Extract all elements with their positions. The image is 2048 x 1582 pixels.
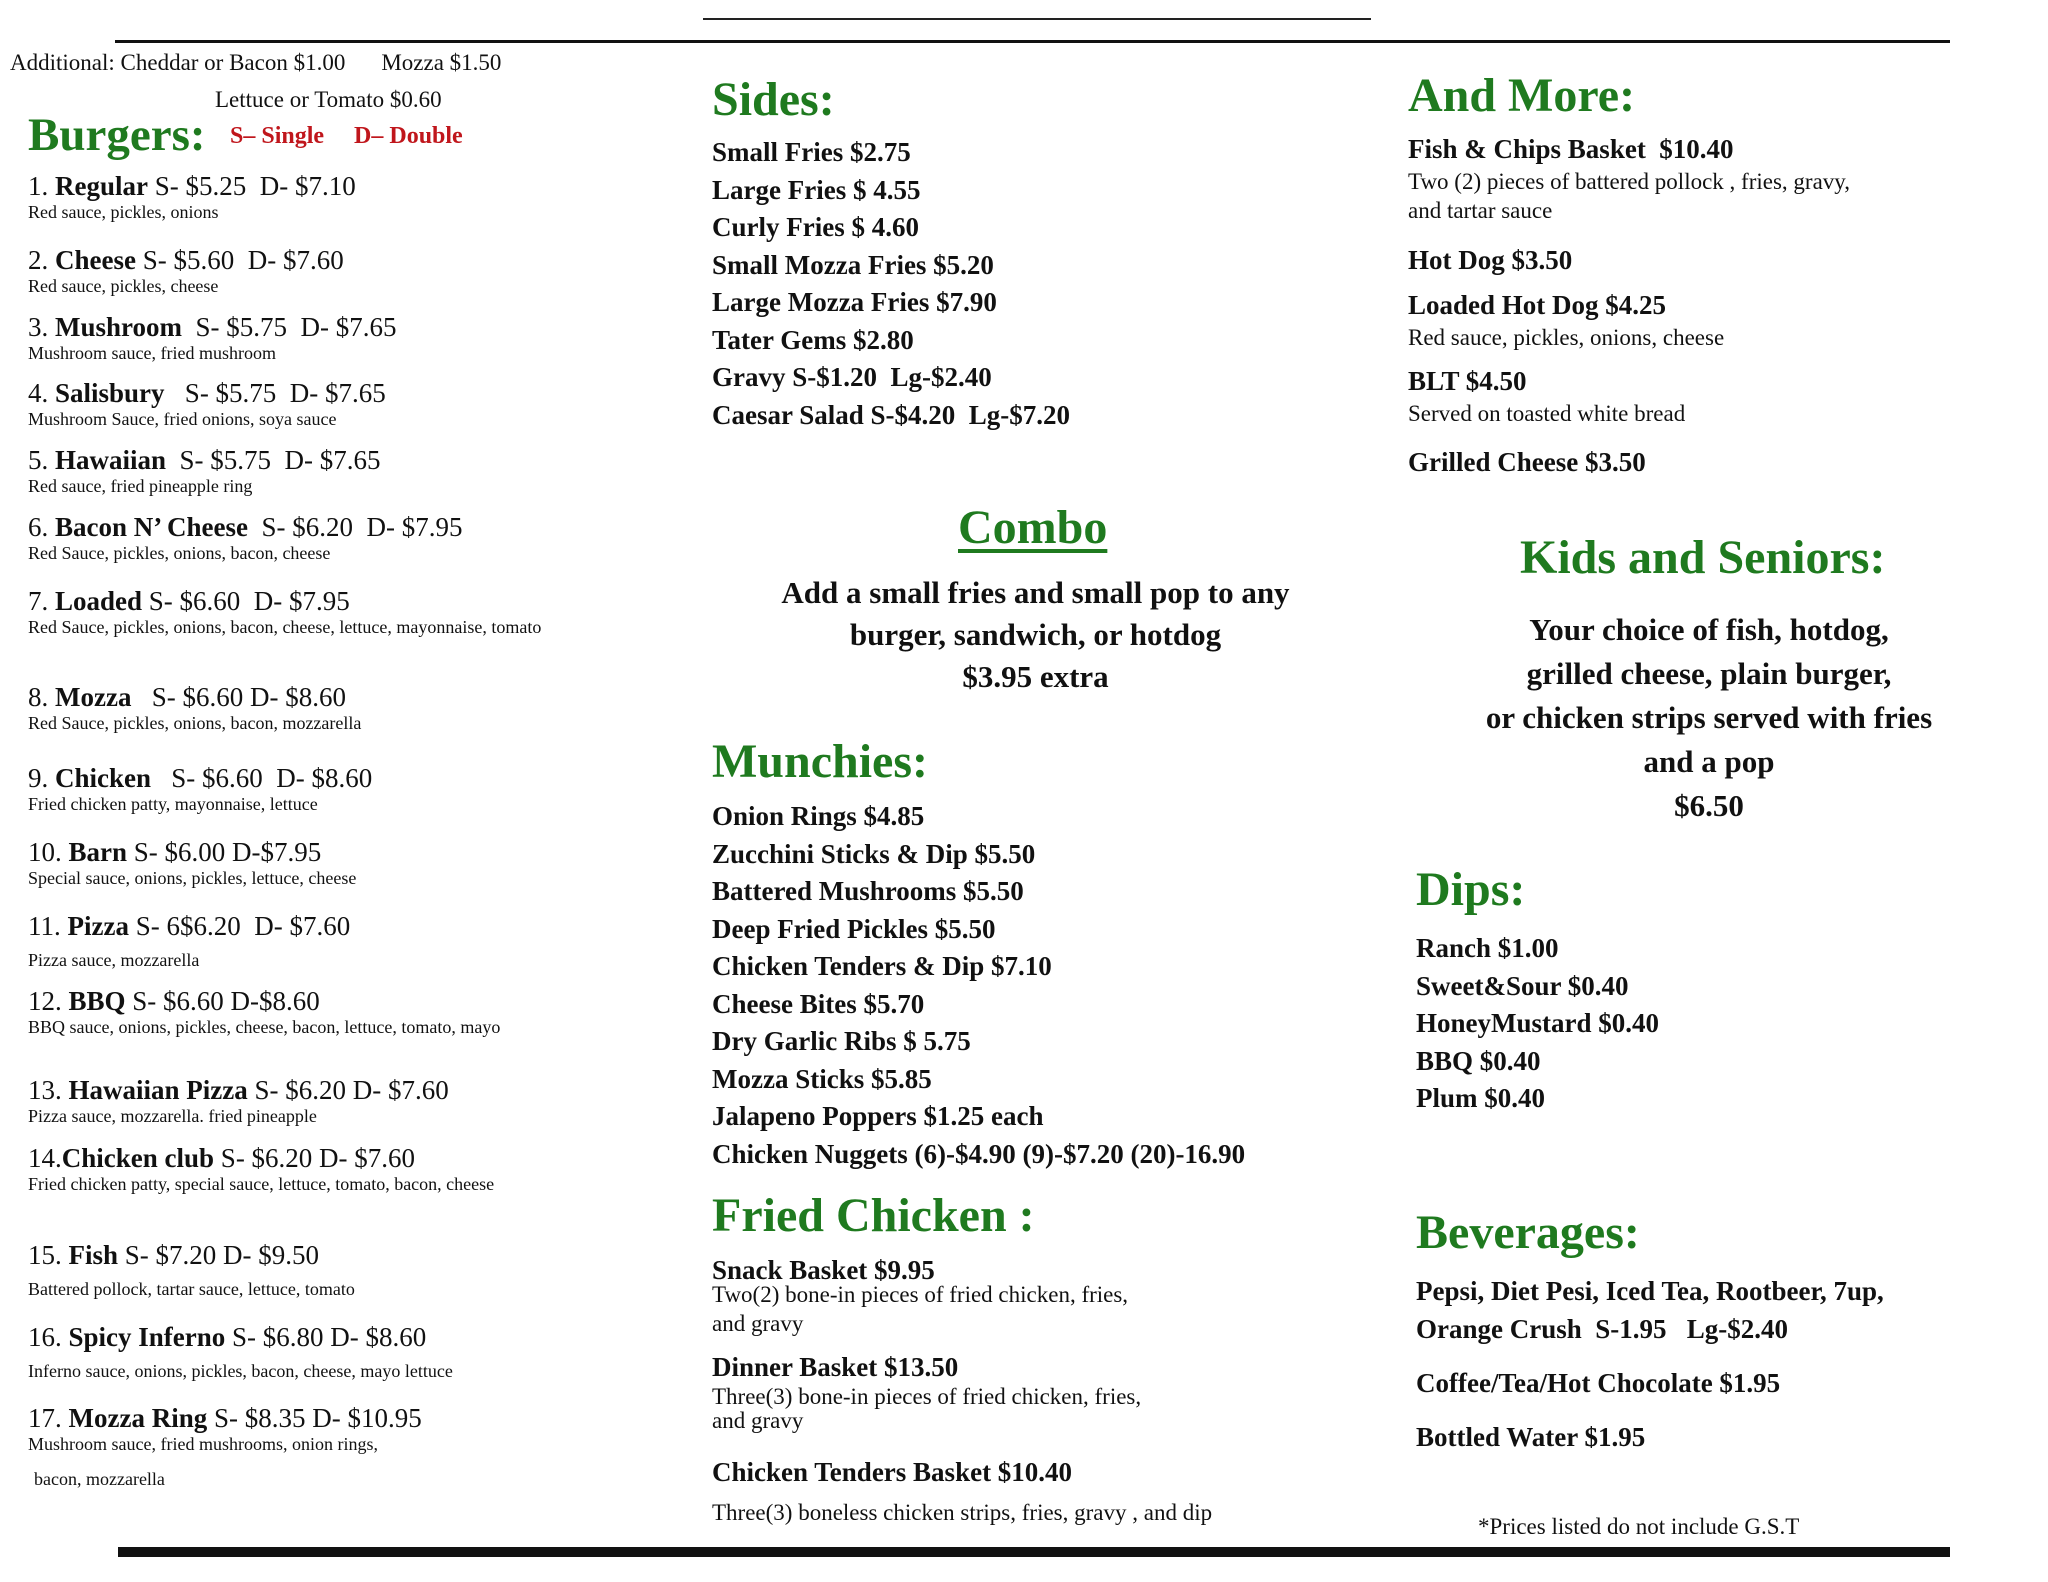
burger-item: 13. Hawaiian Pizza S- $6.20 D- $7.60 Pizza sauce, mozzarella. fried pineapple bbox=[28, 1075, 449, 1126]
list-item: Plum $0.40 bbox=[1416, 1083, 1546, 1113]
fried-chicken-item: Dinner Basket $13.50 Three(3) bone-in pieces of fried chicken, fries, and gravy bbox=[712, 1352, 1142, 1433]
burger-item: 14.Chicken club S- $6.20 D- $7.60 Fried chicken patty, special sauce, lettuce, tomato, bacon, cheese bbox=[28, 1143, 495, 1194]
list-item: Ranch $1.00 bbox=[1416, 933, 1559, 963]
single-key: S– Single bbox=[230, 123, 325, 149]
dips-heading: Dips: bbox=[1416, 863, 1526, 916]
gst-footnote: *Prices listed do not include G.S.T bbox=[1478, 1514, 1800, 1539]
list-item: Sweet&Sour $0.40 bbox=[1416, 970, 1629, 1001]
list-item: Large Mozza Fries $7.90 bbox=[712, 287, 997, 317]
and-more-item: Hot Dog $3.50 bbox=[1408, 245, 1573, 275]
sides-list bbox=[712, 134, 1070, 434]
and-more-item: Grilled Cheese $3.50 bbox=[1408, 447, 1646, 477]
additional-toppings-2: Lettuce or Tomato $0.60 bbox=[215, 87, 442, 112]
and-more-item: BLT $4.50 Served on toasted white bread bbox=[1408, 366, 1686, 426]
kids-seniors-description: Your choice of fish, hotdog, grilled cheese, plain burger, or chicken strips served with fries and a pop $6.50 bbox=[1485, 612, 1933, 823]
list-item: Gravy S-$1.20 Lg-$2.40 bbox=[712, 362, 992, 392]
munchies-heading: Munchies: bbox=[712, 735, 928, 788]
and-more-heading: And More: bbox=[1408, 69, 1636, 122]
list-item: Cheese Bites $5.70 bbox=[712, 988, 925, 1019]
burger-item: 15. Fish S- $7.20 D- $9.50 Battered pollock, tartar sauce, lettuce, tomato bbox=[28, 1240, 355, 1299]
combo-heading: Combo bbox=[958, 501, 1108, 554]
burger-item: 8. Mozza S- $6.60 D- $8.60 Red Sauce, pickles, onions, bacon, mozzarella bbox=[28, 682, 362, 733]
and-more-item: Loaded Hot Dog $4.25 Red sauce, pickles, onions, cheese bbox=[1408, 290, 1725, 350]
double-key: D– Double bbox=[354, 123, 463, 149]
list-item: Jalapeno Poppers $1.25 each bbox=[712, 1101, 1044, 1131]
list-item: Chicken Nuggets (6)-$4.90 (9)-$7.20 (20)-16.90 bbox=[712, 1138, 1246, 1169]
fried-chicken-item: Chicken Tenders Basket $10.40 Three(3) boneless chicken strips, fries, gravy , and dip bbox=[712, 1457, 1213, 1525]
fried-chicken-item: Snack Basket $9.95 Two(2) bone-in pieces of fried chicken, fries, and gravy bbox=[712, 1255, 1129, 1336]
list-item: Mozza Sticks $5.85 bbox=[712, 1063, 932, 1094]
list-item: Chicken Tenders & Dip $7.10 bbox=[712, 951, 1052, 981]
combo-description: Add a small fries and small pop to any burger, sandwich, or hotdog $3.95 extra bbox=[781, 575, 1290, 694]
burger-item: 6. Bacon N’ Cheese S- $6.20 D- $7.95 Red Sauce, pickles, onions, bacon, cheese bbox=[28, 512, 463, 563]
list-item: BBQ $0.40 bbox=[1416, 1045, 1541, 1076]
burger-item: 1. Regular S- $5.25 D- $7.10 Red sauce, pickles, onions bbox=[28, 171, 356, 222]
additional-toppings: Additional: Cheddar or Bacon $1.00 Mozza $1.50 bbox=[10, 50, 502, 75]
sides-heading: Sides: bbox=[712, 73, 835, 126]
list-item: Caesar Salad S-$4.20 Lg-$7.20 bbox=[712, 399, 1071, 430]
burger-item: 11. Pizza S- 6$6.20 D- $7.60 Pizza sauce, mozzarella bbox=[28, 911, 351, 970]
bottom-divider bbox=[118, 1547, 1950, 1557]
list-item: HoneyMustard $0.40 bbox=[1416, 1008, 1659, 1038]
list-item: Onion Rings $4.85 bbox=[712, 801, 925, 831]
munchies-list bbox=[712, 798, 1245, 1173]
list-item: Curly Fries $ 4.60 bbox=[712, 212, 919, 242]
burger-item: 16. Spicy Inferno S- $6.80 D- $8.60 Inferno sauce, onions, pickles, bacon, cheese, mayo lettuce bbox=[28, 1322, 453, 1381]
and-more-item: Fish & Chips Basket $10.40 Two (2) pieces of battered pollock , fries, gravy, and tartar sauce bbox=[1408, 134, 1851, 223]
list-item: Zucchini Sticks & Dip $5.50 bbox=[712, 838, 1036, 869]
burger-item: 4. Salisbury S- $5.75 D- $7.65 Mushroom Sauce, fried onions, soya sauce bbox=[28, 378, 386, 429]
burger-item: 5. Hawaiian S- $5.75 D- $7.65 Red sauce, fried pineapple ring bbox=[28, 445, 381, 496]
burger-item: 10. Barn S- $6.00 D-$7.95 Special sauce, onions, pickles, lettuce, cheese bbox=[28, 837, 357, 888]
beverages-heading: Beverages: bbox=[1416, 1206, 1640, 1259]
list-item: Battered Mushrooms $5.50 bbox=[712, 876, 1024, 906]
fried-chicken-heading: Fried Chicken : bbox=[712, 1189, 1035, 1242]
burger-item: 12. BBQ S- $6.60 D-$8.60 BBQ sauce, onions, pickles, cheese, bacon, lettuce, tomato, mayo bbox=[28, 986, 501, 1037]
size-key bbox=[230, 123, 463, 150]
burger-item: 3. Mushroom S- $5.75 D- $7.65 Mushroom sauce, fried mushroom bbox=[28, 312, 397, 363]
kids-seniors-heading: Kids and Seniors: bbox=[1520, 531, 1886, 584]
burger-item: 17. Mozza Ring S- $8.35 D- $10.95 Mushroom sauce, fried mushrooms, onion rings, bacon, mozzarella bbox=[28, 1403, 422, 1489]
list-item: Small Fries $2.75 bbox=[712, 137, 911, 167]
top-divider-short bbox=[703, 18, 1371, 20]
burger-item: 7. Loaded S- $6.60 D- $7.95 Red Sauce, pickles, onions, bacon, cheese, lettuce, mayonnaise, tomato bbox=[28, 586, 542, 637]
list-item: Deep Fried Pickles $5.50 bbox=[712, 913, 996, 944]
top-divider bbox=[115, 40, 1950, 43]
list-item: Tater Gems $2.80 bbox=[712, 324, 914, 355]
burgers-heading: Burgers: bbox=[28, 109, 206, 161]
list-item: Small Mozza Fries $5.20 bbox=[712, 249, 994, 280]
burger-item: 9. Chicken S- $6.60 D- $8.60 Fried chicken patty, mayonnaise, lettuce bbox=[28, 763, 373, 814]
dips-list bbox=[1416, 930, 1659, 1118]
list-item: Dry Garlic Ribs $ 5.75 bbox=[712, 1026, 971, 1056]
list-item: Large Fries $ 4.55 bbox=[712, 174, 921, 205]
burger-item: 2. Cheese S- $5.60 D- $7.60 Red sauce, pickles, cheese bbox=[28, 245, 344, 296]
beverages-list: Pepsi, Diet Pesi, Iced Tea, Rootbeer, 7up, Orange Crush S-1.95 Lg-$2.40 Coffee/Tea/Hot Chocolate $1.95 Bottled Water $1.95 bbox=[1416, 1276, 1884, 1452]
